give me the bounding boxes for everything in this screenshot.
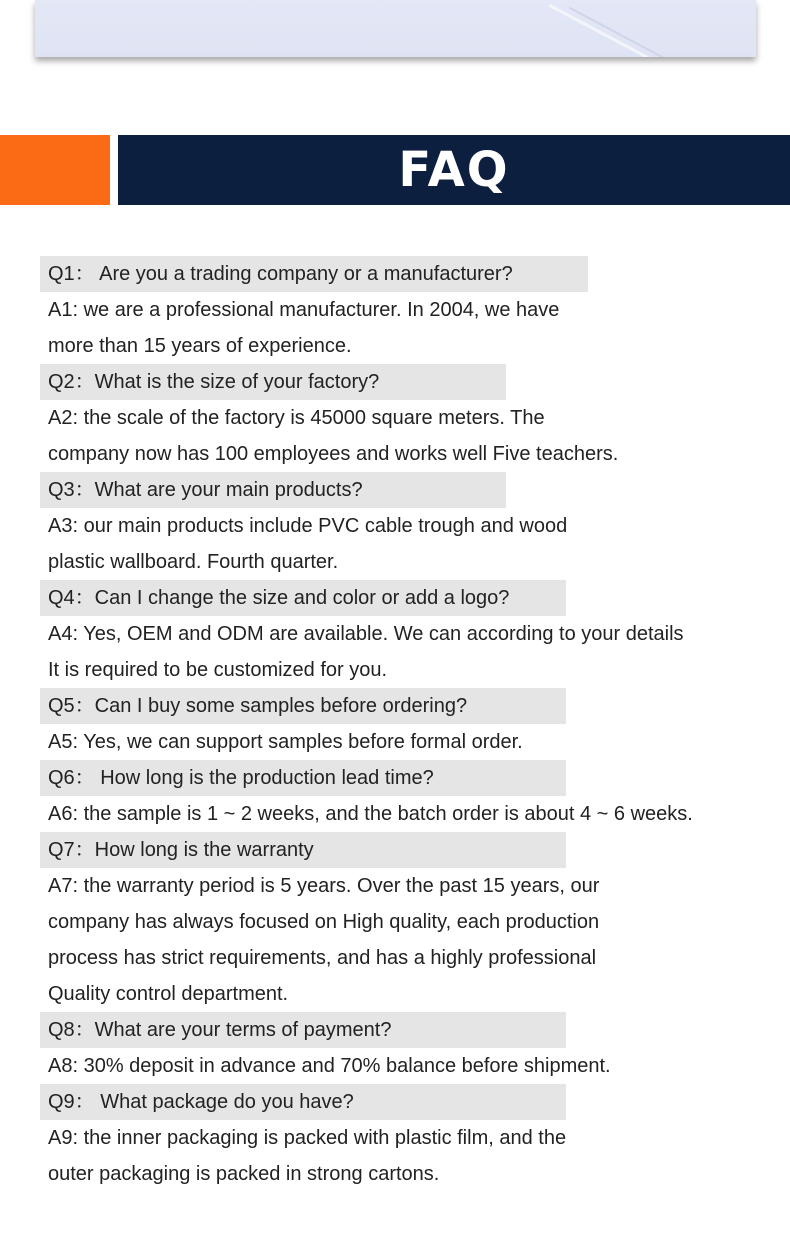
faq-answer-line: company has always focused on High quality, each production (48, 911, 600, 933)
faq-answer-line: A7: the warranty period is 5 years. Over the past 15 years, our (48, 875, 600, 897)
faq-question: Q5：Can I buy some samples before ordering? (40, 688, 566, 724)
faq-answer-line: A4: Yes, OEM and ODM are available. We can according to your details (48, 623, 684, 645)
faq-answer-line: A5: Yes, we can support samples before formal order. (48, 731, 523, 753)
faq-answer-line: A8: 30% deposit in advance and 70% balance before shipment. (48, 1055, 611, 1077)
faq-question: Q4：Can I change the size and color or add a logo? (40, 580, 566, 616)
faq-answer-line: A3: our main products include PVC cable trough and wood (48, 515, 568, 537)
section-title: FAQ (398, 142, 510, 198)
faq-question: Q1： Are you a trading company or a manufacturer? (40, 256, 588, 292)
faq-question: Q6： How long is the production lead time? (40, 760, 566, 796)
faq-answer-line: process has strict requirements, and has a highly professional (48, 947, 597, 969)
faq-question: Q8：What are your terms of payment? (40, 1012, 566, 1048)
faq-answer-line: plastic wallboard. Fourth quarter. (48, 551, 339, 573)
faq-answer-line: outer packaging is packed in strong cartons. (48, 1163, 440, 1185)
faq-question: Q7：How long is the warranty (40, 832, 566, 868)
faq-answer-line: Quality control department. (48, 983, 289, 1005)
faq-answer-line: A2: the scale of the factory is 45000 square meters. The (48, 407, 545, 429)
faq-answer-line: A6: the sample is 1 ~ 2 weeks, and the batch order is about 4 ~ 6 weeks. (48, 803, 693, 825)
faq-question: Q2：What is the size of your factory? (40, 364, 506, 400)
faq-banner (118, 135, 790, 205)
accent-block (0, 135, 110, 205)
faq-answer-line: more than 15 years of experience. (48, 335, 352, 357)
faq-answer-line: A1: we are a professional manufacturer. In 2004, we have (48, 299, 560, 321)
faq-list (40, 256, 760, 1192)
product-photo (35, 0, 756, 57)
faq-question: Q3：What are your main products? (40, 472, 506, 508)
faq-question: Q9： What package do you have? (40, 1084, 566, 1120)
faq-answer-line: A9: the inner packaging is packed with plastic film, and the (48, 1127, 567, 1149)
faq-answer-line: company now has 100 employees and works well Five teachers. (48, 443, 619, 465)
faq-answer-line: It is required to be customized for you. (48, 659, 388, 681)
